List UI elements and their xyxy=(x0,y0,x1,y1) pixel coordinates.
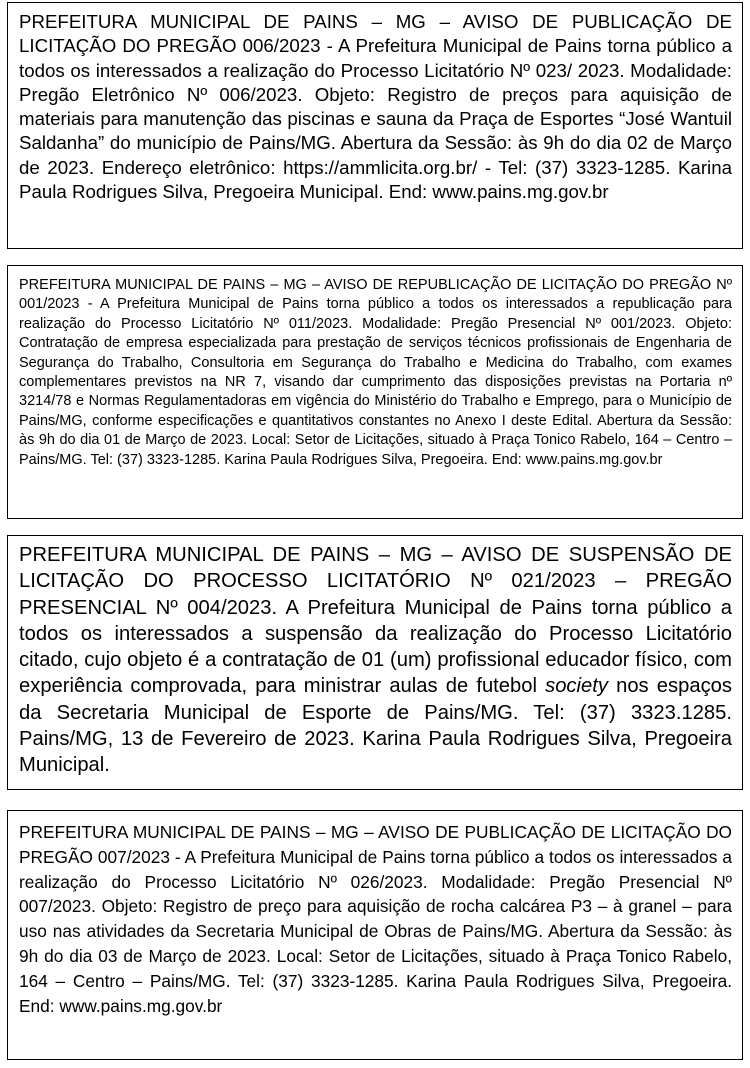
notice-republicacao-pregao-001 xyxy=(7,265,743,519)
notice-text-part: nos espaços da Secretaria Municipal de Esporte de Pains/MG. Tel: (37) 3323.1285. Pains/MG, 13 de Fevereiro de 2023. Karina Paula Rodrigues Silva, Pregoeira Municipal. xyxy=(19,675,732,777)
notice-text-part: PREFEITURA MUNICIPAL DE PAINS – MG – AVISO DE SUSPENSÃO DE LICITAÇÃO DO PROCESSO LICITATÓRIO Nº 021/2023 – PREGÃO PRESENCIAL Nº 004/2023. A Prefeitura Municipal de Pains torna público a todos os interessados a suspensão da realização do Processo Licitatório citado, cujo objeto é a contratação de 01 (um) profissional educador físico, com experiência comprovada, para ministrar aulas de futebol xyxy=(19,544,732,698)
notice-suspensao-processo-021 xyxy=(7,535,743,790)
notice-publicacao-pregao-007 xyxy=(7,810,743,1060)
notice-text xyxy=(19,542,732,779)
notice-text: PREFEITURA MUNICIPAL DE PAINS – MG – AVISO DE PUBLICAÇÃO DE LICITAÇÃO DO PREGÃO 006/2023 - A Prefeitura Municipal de Pains torna público a todos os interessados a realização do Processo Licitatório Nº 023/ 2023. Modalidade: Pregão Eletrônico Nº 006/2023. Objeto: Registro de preços para aquisição de materiais para manutenção das piscinas e sauna da Praça de Esportes “José Wantuil Saldanha” do município de Pains/MG. Abertura da Sessão: às 9h do dia 02 de Março de 2023. Endereço eletrônico: https://ammlicita.org.br/ - Tel: (37) 3323-1285. Karina Paula Rodrigues Silva, Pregoeira Municipal. End: www.pains.mg.gov.br xyxy=(19,11,732,203)
notice-text: PREFEITURA MUNICIPAL DE PAINS – MG – AVISO DE PUBLICAÇÃO DE LICITAÇÃO DO PREGÃO 007/2023 - A Prefeitura Municipal de Pains torna público a todos os interessados a realização do Processo Licitatório Nº 026/2023. Modalidade: Pregão Presencial Nº 007/2023. Objeto: Registro de preço para aquisição de rocha calcárea P3 – à granel – para uso nas atividades da Secretaria Municipal de Obras de Pains/MG. Abertura da Sessão: às 9h do dia 03 de Março de 2023. Local: Setor de Licitações, situado à Praça Tonico Rabelo, 164 – Centro – Pains/MG. Tel: (37) 3323-1285. Karina Paula Rodrigues Silva, Pregoeira. End: www.pains.mg.gov.br xyxy=(19,822,732,1016)
notice-publicacao-pregao-006 xyxy=(7,2,743,249)
notice-italic-term: society xyxy=(545,675,608,698)
notice-text: PREFEITURA MUNICIPAL DE PAINS – MG – AVISO DE REPUBLICAÇÃO DE LICITAÇÃO DO PREGÃO Nº 001/2023 - A Prefeitura Municipal de Pains torna público a todos os interessados a republicação para realização do Processo Licitatório Nº 011/2023. Modalidade: Pregão Presencial Nº 001/2023. Objeto: Contratação de empresa especializada para prestação de serviços técnicos profissionais de Engenharia de Segurança do Trabalho, Consultoria em Segurança do Trabalho e Medicina do Trabalho, com exames complementares previstos na NR 7, visando dar cumprimento das disposições previstas na Portaria nº 3214/78 e Normas Regulamentadoras em vigência do Ministério do Trabalho e Emprego, para o Município de Pains/MG, conforme especificações e quantitativos constantes no Anexo I deste Edital. Abertura da Sessão: às 9h do dia 01 de Março de 2023. Local: Setor de Licitações, situado à Praça Tonico Rabelo, 164 – Centro – Pains/MG. Tel: (37) 3323-1285. Karina Paula Rodrigues Silva, Pregoeira. End: www.pains.mg.gov.br xyxy=(19,277,732,468)
